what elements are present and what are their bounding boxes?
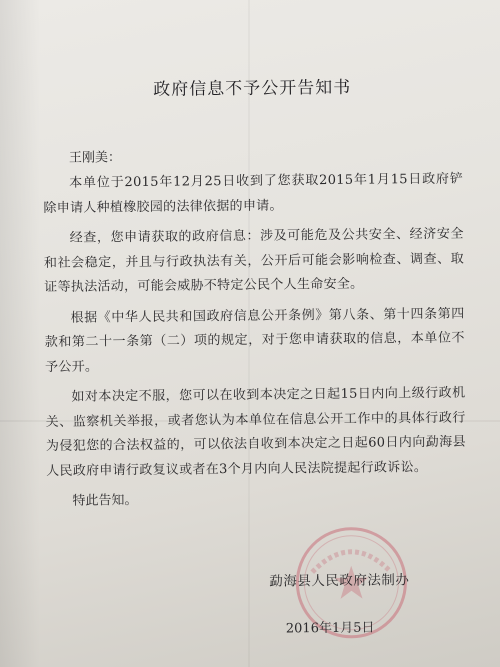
paragraph-findings: 经查，您申请获取的政府信息：涉及可能危及公共安全、经济安全和社会稳定，并且与行政执法有关，公开后可能会影响检查、调查、取证等执法活动，可能会威胁不特定公民个人生命安全。 (43, 226, 465, 295)
paper-shadow (0, 0, 40, 667)
paragraph-receipt: 本单位于2015年12月25日收到了您获取2015年1月15日政府铲除申请人种植橡胶园的法律依据的申请。 (43, 171, 464, 216)
paragraph-appeal-rights: 如对本决定不服，您可以在收到本决定之日起15日内向上级行政机关、监察机关举报，或者您认为本单位在信息公开工作中的具体行政行为侵犯您的合法权益的，可以依法自收到本决定之日起60日内向勐海县人民政府申请行政复议或者在3个月内向人民法院提起行政诉讼。 (45, 385, 466, 479)
salutation: 王刚美： (68, 150, 121, 166)
issuer-signature: 勐海县人民政府法制办 (269, 572, 410, 590)
document-title: 政府信息不予公开告知书 (153, 77, 352, 100)
closing-line: 特此告知。 (72, 493, 138, 509)
notice-document (42, 68, 467, 637)
paragraph-legal-basis: 根据《中华人民共和国政府信息公开条例》第八条、第十四条第四款和第二十一条第（二）项的规定，对于您申请获取的信息，本单位不予公开。 (44, 306, 465, 375)
issue-date: 2016年1月5日 (285, 620, 375, 637)
